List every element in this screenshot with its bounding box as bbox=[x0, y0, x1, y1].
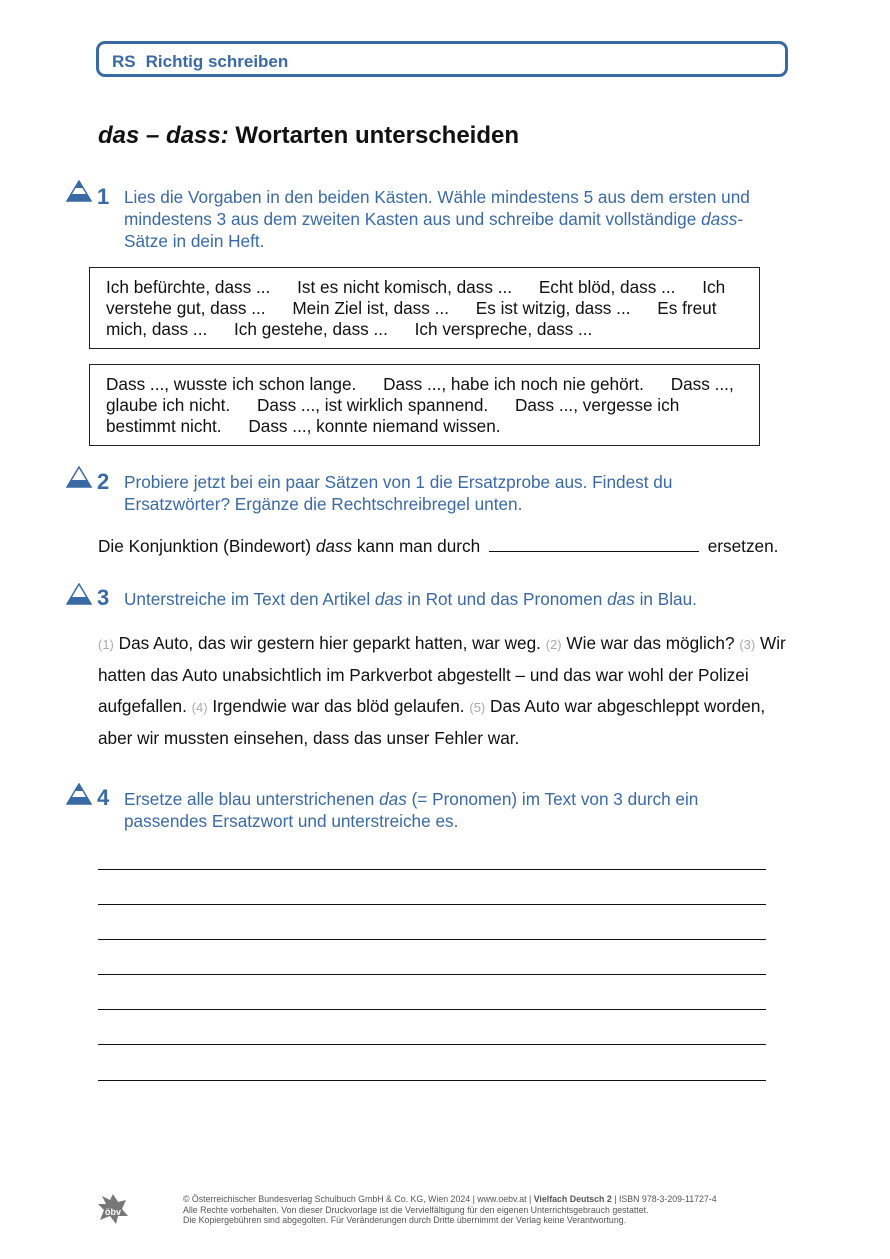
phrase-item: Es ist witzig, dass ... bbox=[475, 298, 631, 318]
phrase-item: Ich gestehe, dass ... bbox=[234, 319, 388, 339]
writing-line[interactable] bbox=[98, 1009, 766, 1010]
section-code: RS bbox=[112, 52, 136, 71]
task-4-line-2: passendes Ersatzwort und unterstreiche es. bbox=[124, 811, 459, 831]
sentence-text: Das Auto, das wir gestern hier geparkt hatten, war weg. bbox=[118, 633, 541, 653]
task-1-italic-dass: dass bbox=[701, 209, 738, 229]
task-1-line-1: Lies die Vorgaben in den beiden Kästen. Wähle mindestens 5 aus dem ersten und bbox=[124, 187, 750, 207]
task-4-part: (= Pronomen) im Text von 3 durch ein bbox=[406, 789, 699, 809]
task-number-3: 3 bbox=[97, 585, 110, 610]
footer-line-3: Die Kopiergebühren sind abgegolten. Für Veränderungen durch Dritte übernimmt der Verlag keine Verantwortung. bbox=[183, 1215, 627, 1225]
rule-middle: kann man durch bbox=[352, 536, 485, 556]
task-3-italic: das bbox=[607, 589, 635, 609]
writing-line[interactable] bbox=[98, 1080, 766, 1081]
copyright-footer bbox=[183, 1194, 717, 1226]
section-label: Richtig schreiben bbox=[145, 52, 289, 71]
task-4-instructions bbox=[124, 788, 698, 832]
sentence-text: Wie war das möglich? bbox=[566, 633, 735, 653]
phrase-item: Echt blöd, dass ... bbox=[538, 277, 676, 297]
phrase-item: Dass ..., ist wirklich spannend. bbox=[257, 395, 489, 415]
task-3-part: in Blau. bbox=[634, 589, 697, 609]
rule-before: Die Konjunktion (Bindewort) bbox=[98, 536, 316, 556]
sentence-text: Wir hatten das Auto unabsichtlich im Parkverbot abgestellt – und das war wohl der Polizei aufgefallen. bbox=[98, 633, 786, 716]
task-1-line-2 bbox=[124, 208, 750, 230]
task-1-line-3: Sätze in dein Heft. bbox=[124, 231, 265, 251]
footer-text: © Österreichischer Bundesverlag Schulbuch GmbH & Co. KG, Wien 2024 | www.oebv.at | bbox=[183, 1194, 534, 1204]
difficulty-triangle-icon bbox=[66, 180, 92, 202]
phrase-item: Es freut mich, dass ... bbox=[106, 298, 717, 339]
task-number-2: 2 bbox=[97, 469, 110, 494]
title-italic: das – dass: bbox=[98, 122, 229, 149]
sentence-number: (2) bbox=[545, 637, 562, 652]
phrase-box-2 bbox=[89, 364, 760, 446]
rule-italic: dass bbox=[315, 536, 353, 556]
phrase-box-1 bbox=[89, 267, 760, 349]
phrase-item: Dass ..., wusste ich schon lange. bbox=[106, 374, 357, 394]
phrase-item: Dass ..., vergesse ich bestimmt nicht. bbox=[106, 395, 680, 436]
task-number-1: 1 bbox=[97, 184, 110, 209]
writing-line[interactable] bbox=[98, 1044, 766, 1045]
sentence-number: (1) bbox=[98, 637, 114, 652]
rule-answer-blank[interactable] bbox=[489, 535, 699, 552]
spelling-rule bbox=[98, 535, 778, 557]
task-2-instructions bbox=[124, 471, 672, 515]
phrase-item: Dass ..., glaube ich nicht. bbox=[106, 374, 734, 415]
task-3-italic: das bbox=[374, 589, 403, 609]
task-4-part: Ersetze alle blau unterstrichenen bbox=[124, 789, 380, 809]
phrase-item: Ich verstehe gut, dass ... bbox=[106, 277, 726, 318]
difficulty-triangle-icon bbox=[66, 583, 92, 605]
task-2-line-2: Ersatzwörter? Ergänze die Rechtschreibregel unten. bbox=[124, 494, 523, 514]
task-4-line-1 bbox=[124, 788, 698, 810]
task-3-part: Unterstreiche im Text den Artikel bbox=[124, 589, 375, 609]
task-1-instructions bbox=[124, 186, 750, 252]
writing-line[interactable] bbox=[98, 904, 766, 905]
phrase-item: Dass ..., habe ich noch nie gehört. bbox=[383, 374, 644, 394]
story-text bbox=[98, 628, 798, 754]
page-title bbox=[98, 122, 519, 150]
phrase-item: Ich verspreche, dass ... bbox=[414, 319, 593, 339]
footer-line-2: Alle Rechte vorbehalten. Von dieser Druckvorlage ist die Vervielfältigung für den eigenen Unterrichtsgebrauch gestattet. bbox=[183, 1204, 649, 1215]
phrase-item: Ich befürchte, dass ... bbox=[106, 277, 271, 297]
task-number-4: 4 bbox=[97, 785, 110, 810]
title-rest: Wortarten unterscheiden bbox=[228, 122, 520, 149]
sentence-text: Irgendwie war das blöd gelaufen. bbox=[212, 696, 465, 716]
sentence-number: (4) bbox=[191, 700, 208, 715]
writing-line[interactable] bbox=[98, 974, 766, 975]
footer-book-title: Vielfach Deutsch 2 bbox=[533, 1194, 612, 1204]
footer-line-1 bbox=[183, 1194, 717, 1205]
oebv-logo-icon bbox=[96, 1192, 130, 1226]
task-1-hyphen: - bbox=[737, 209, 744, 229]
task-3-part: in Rot und das Pronomen bbox=[402, 589, 608, 609]
phrase-item: Dass ..., konnte niemand wissen. bbox=[248, 416, 501, 436]
difficulty-triangle-icon bbox=[66, 466, 92, 488]
section-header bbox=[112, 52, 288, 72]
writing-line[interactable] bbox=[98, 869, 766, 870]
footer-isbn: | ISBN 978-3-209-11727-4 bbox=[611, 1194, 717, 1204]
task-4-italic: das bbox=[379, 789, 407, 809]
logo-text: öbv bbox=[104, 1207, 122, 1217]
task-3-instructions bbox=[124, 588, 697, 610]
sentence-number: (5) bbox=[469, 700, 486, 715]
sentence-text: Das Auto war abgeschleppt worden, aber wir mussten einsehen, dass das unser Fehler war. bbox=[98, 696, 766, 748]
sentence-number: (3) bbox=[739, 637, 756, 652]
phrase-item: Mein Ziel ist, dass ... bbox=[292, 298, 449, 318]
rule-after: ersetzen. bbox=[702, 536, 779, 556]
task-2-line-1: Probiere jetzt bei ein paar Sätzen von 1 die Ersatzprobe aus. Findest du bbox=[124, 472, 673, 492]
phrase-item: Ist es nicht komisch, dass ... bbox=[297, 277, 513, 297]
writing-line[interactable] bbox=[98, 939, 766, 940]
task-1-line-2-text: mindestens 3 aus dem zweiten Kasten aus und schreibe damit vollständige bbox=[124, 209, 702, 229]
difficulty-triangle-icon bbox=[66, 783, 92, 805]
